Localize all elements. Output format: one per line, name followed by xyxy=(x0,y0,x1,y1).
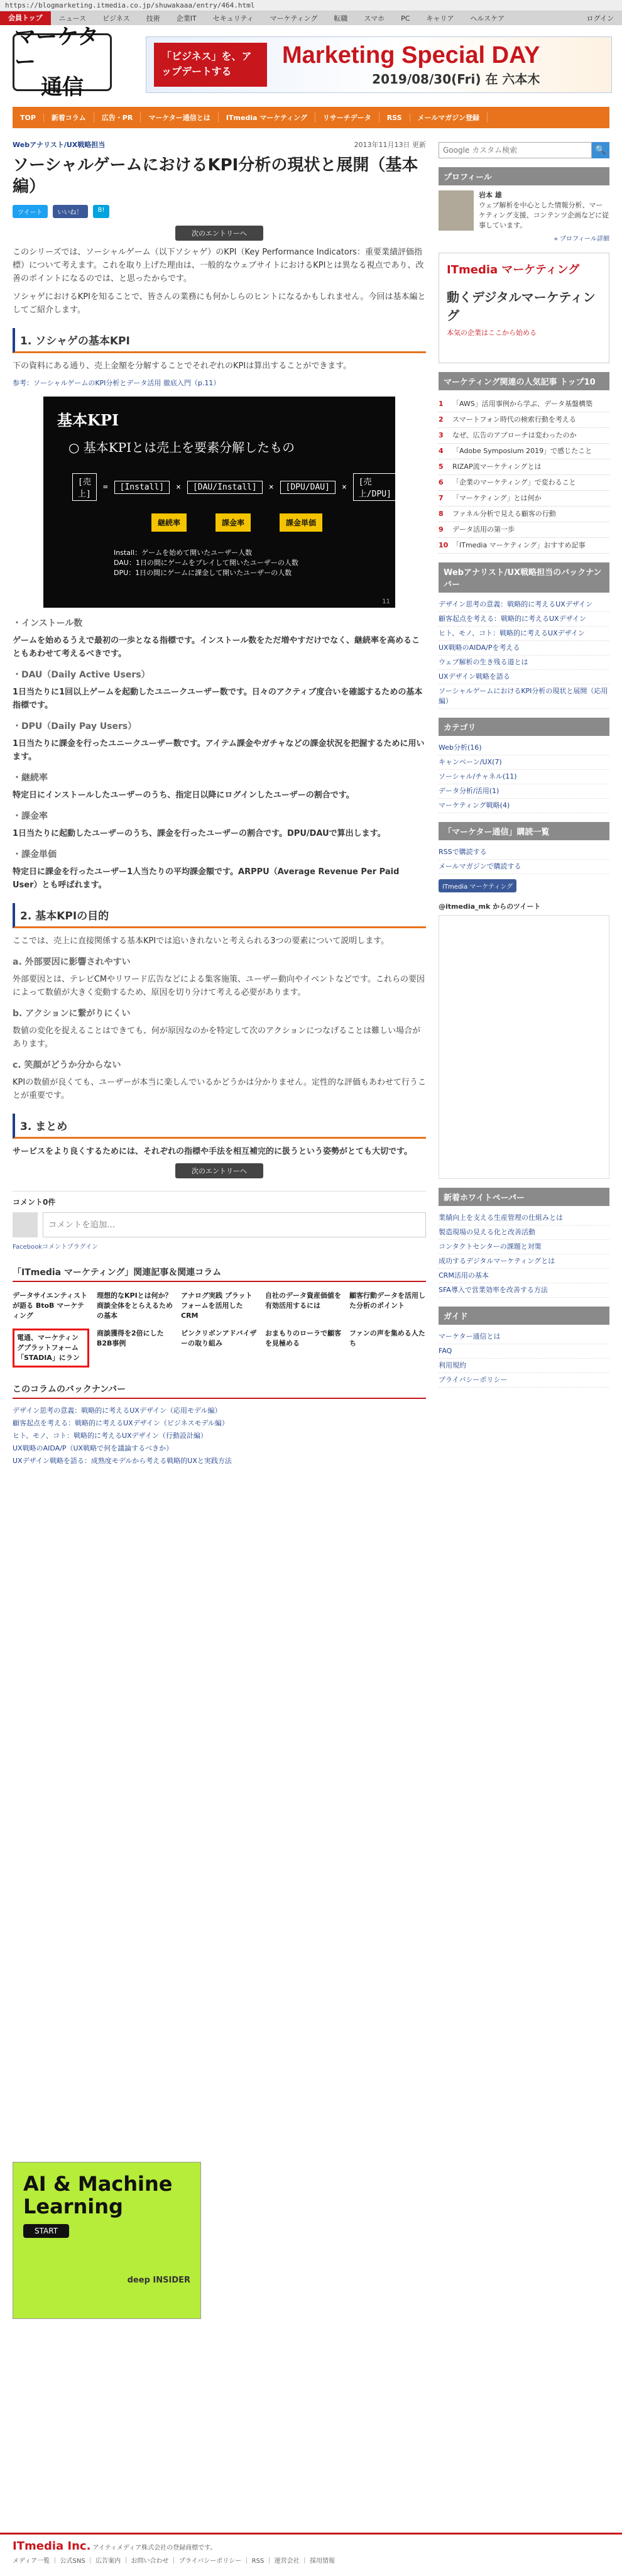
topnav-item[interactable]: セキュリティ xyxy=(212,14,254,23)
backnumber-list xyxy=(13,1404,426,1467)
login-link[interactable]: ログイン xyxy=(586,14,614,23)
side-list-item[interactable]: デザイン思考の意義：戦略的に考えるUXデザイン xyxy=(439,598,609,612)
whitepaper-heading: 新着ホワイトペーパー xyxy=(439,1188,609,1206)
formula-term: [売上/DPU] xyxy=(353,473,397,501)
tweet-button[interactable]: ツイート xyxy=(13,205,48,218)
formula-term: [Install] xyxy=(114,481,170,494)
slide-note: DAU：1日の間にゲームをプレイして開いたユーザーの人数 xyxy=(114,559,298,567)
ranking-item[interactable]: 4 「Adobe Symposium 2019」で感じたこと xyxy=(439,444,609,459)
whitepaper-item[interactable]: 業績向上を支える生産管理の仕組みとは xyxy=(439,1211,609,1225)
related-article[interactable]: 自社のデータ資産価値を有効活用するには xyxy=(265,1291,341,1310)
kpi-text: 1日当たりに起動したユーザーのうち、課金を行ったユーザーの割合です。DPU/DAUで算出します。 xyxy=(13,829,386,838)
mail-link[interactable]: メールマガジンで購読する xyxy=(439,860,609,874)
catnav-item[interactable]: 広告・PR xyxy=(94,112,141,123)
backnumber-side-list xyxy=(439,598,609,709)
ad-subtitle: 本気の企業はここから始める xyxy=(447,329,537,337)
footer-copy: アイティメディア株式会社の登録商標です。 xyxy=(92,2545,217,2551)
key-payrate: 課金率 xyxy=(216,513,251,532)
backnumber-item[interactable]: ヒト、モノ、コト：戦略的に考えるUXデザイン（行動設計編） xyxy=(13,1432,207,1440)
side-list-item[interactable]: ヒト、モノ、コト：戦略的に考えるUXデザイン xyxy=(439,627,609,641)
related-article[interactable]: データサイエンティストが語る BtoB マーケティング xyxy=(13,1291,87,1320)
logo-line-1: マーケター xyxy=(14,25,99,75)
category-item[interactable]: ソーシャル/チャネル(11) xyxy=(439,770,609,784)
profile-heading: プロフィール xyxy=(439,167,609,185)
category-item[interactable]: Web分析(16) xyxy=(439,741,609,755)
site-header xyxy=(0,25,622,99)
subsection-label: a. 外部要因に影響されやすい xyxy=(13,957,131,967)
catnav-item[interactable]: RSS xyxy=(379,114,410,122)
ranking-item[interactable]: 6 「企業のマーケティング」で変わること xyxy=(439,475,609,491)
section-body: サービスをより良くするためには、それぞれの指標や手法を相互補完的に扱うという姿勢がとても大切です。 xyxy=(13,1147,412,1156)
footer-ad-brand: deep INSIDER xyxy=(127,2276,190,2285)
facebook-comment-plugin[interactable]: Facebookコメントプラグイン xyxy=(13,1244,99,1251)
kpi-text: ゲームを始めるうえで最初の一歩となる指標です。インストール数をただ増やすだけでなく、継続率を高めることもあわせて考えるべきです。 xyxy=(13,636,420,659)
catnav-item[interactable]: メールマガジン登録 xyxy=(410,112,488,123)
guide-item[interactable]: マーケター通信とは xyxy=(439,1330,609,1344)
top-navigation xyxy=(0,11,622,25)
site-logo[interactable] xyxy=(13,25,112,100)
side-list-item[interactable]: UXデザイン戦略を語る xyxy=(439,670,609,684)
backnumber-title: このコラムのバックナンバー xyxy=(13,1380,426,1399)
ranking-item[interactable]: 5 RIZAP流マーケティングとは xyxy=(439,459,609,475)
browser-url[interactable]: https://blogmarketing.itmedia.co.jp/shuwakaaa/entry/464.html xyxy=(0,0,622,11)
formula-op: × xyxy=(176,482,181,492)
kpi-label: ・DPU（Daily Pay Users） xyxy=(13,721,137,732)
slide-formula xyxy=(72,473,391,501)
comment-section xyxy=(13,1191,426,1251)
facebook-page-box[interactable]: ITmedia マーケティング xyxy=(439,879,516,892)
formula-term: [売上] xyxy=(72,473,97,501)
social-follow xyxy=(439,879,609,892)
subsection-label: c. 笑顔がどうか分からない xyxy=(13,1060,121,1070)
related-article[interactable]: 理想的なKPIとは何か？ 商談全体をとらえるための基本 xyxy=(97,1291,173,1320)
related-article[interactable]: おまもりのローラで顧客を見極める xyxy=(265,1329,341,1347)
author-tag[interactable]: Webアナリスト/UX戦略担当 xyxy=(13,141,106,149)
hatena-bookmark-button[interactable]: B! xyxy=(93,205,110,218)
backnumber-side-heading: Webアナリスト/UX戦略担当のバックナンバー xyxy=(439,562,609,593)
slide-note: DPU：1日の間にゲームに課金して開いたユーザーの人数 xyxy=(114,569,292,577)
author-bio: ウェブ解析を中心とした情報分析、マーケティング支援、コンテンツ企画などに従事しています。 xyxy=(479,201,609,229)
search-input[interactable] xyxy=(439,142,592,158)
ranking-item[interactable]: 10 「ITmedia マーケティング」おすすめ記事 xyxy=(439,538,609,554)
related-articles-title: 「ITmedia マーケティング」関連記事＆関連コラム xyxy=(13,1263,426,1282)
guide-list xyxy=(439,1330,609,1388)
whitepaper-item[interactable]: コンタクトセンターの課題と対策 xyxy=(439,1240,609,1254)
ranking-item[interactable]: 9 データ活用の第一歩 xyxy=(439,522,609,538)
side-list-item[interactable]: UX戦略のAIDA/Pを考える xyxy=(439,641,609,655)
catnav-item[interactable]: 新着コラム xyxy=(44,112,94,123)
commenter-avatar xyxy=(13,1212,38,1237)
ranking-list xyxy=(439,397,609,554)
banner-date: 2019/08/30(Fri) 在 六本木 xyxy=(372,72,540,87)
topnav-item[interactable]: ビジネス xyxy=(102,14,130,23)
site-footer xyxy=(0,2533,622,2570)
category-item[interactable]: マーケティング戦略(4) xyxy=(439,799,609,813)
search-icon[interactable]: 🔍 xyxy=(592,142,609,158)
next-entry-button[interactable]: 次のエントリーへ xyxy=(175,226,263,241)
topnav-item[interactable]: 転職 xyxy=(334,14,348,23)
slide-note: Install：ゲームを始めて開いたユーザー人数 xyxy=(114,549,253,557)
kpi-label: ・課金単価 xyxy=(13,850,57,860)
search-box xyxy=(439,142,609,158)
topnav-item[interactable]: 技術 xyxy=(146,14,160,23)
backnumber-item[interactable]: UX戦略のAIDA/P（UX戦略で何を議論するべきか） xyxy=(13,1444,173,1452)
formula-term: [DAU/Install] xyxy=(187,481,263,494)
topnav-item-home[interactable]: 会員トップ xyxy=(0,11,51,25)
side-list-item[interactable]: 顧客起点を考える：戦略的に考えるUXデザイン xyxy=(439,612,609,627)
backnumber-item[interactable]: デザイン思考の意義：戦略的に考えるUXデザイン（応用モデル編） xyxy=(13,1406,222,1415)
facebook-like-button[interactable]: いいね！ xyxy=(53,205,88,218)
ranking-item[interactable]: 8 ファネル分析で見える顧客の行動 xyxy=(439,507,609,522)
guide-heading: ガイド xyxy=(439,1307,609,1325)
subsection-label: b. アクションに繋がりにくい xyxy=(13,1009,131,1019)
subsection-text: 外部要因とは、テレビCMやリワード広告などによる集客施策、ユーザー動向やイベントなどです。これらの要因によって数値が大きく変動するため、原因を切り分けて考える必要があります。 xyxy=(13,975,425,997)
article-main xyxy=(13,133,426,1467)
sidebar xyxy=(439,133,609,1393)
kpi-label: ・インストール数 xyxy=(13,618,83,628)
topnav-item[interactable]: スマホ xyxy=(364,14,385,23)
related-article[interactable]: 商談獲得を2倍にしたB2B事例 xyxy=(97,1329,164,1347)
topnav-item[interactable]: マーケティング xyxy=(270,14,318,23)
kpi-label: ・課金率 xyxy=(13,811,48,821)
key-retention: 継続率 xyxy=(151,513,187,532)
guide-item[interactable]: 利用規約 xyxy=(439,1359,609,1373)
ranking-item[interactable]: 7 「マーケティング」とは何か xyxy=(439,491,609,507)
ranking-heading: マーケティング関連の人気記事 トップ10 xyxy=(439,372,609,390)
related-article[interactable]: ファンの声を集める人たち xyxy=(349,1329,425,1347)
twitter-timeline[interactable] xyxy=(439,915,609,1179)
whitepaper-item[interactable]: 成功するデジタルマーケティングとは xyxy=(439,1254,609,1269)
category-heading: カテゴリ xyxy=(439,718,609,736)
section-heading: 1. ソシャゲの基本KPI xyxy=(13,328,426,353)
header-banner-ad[interactable] xyxy=(146,36,612,93)
kpi-label: ・DAU（Daily Active Users） xyxy=(13,670,150,680)
whitepaper-item[interactable]: 製造現場の見える化と改善活動 xyxy=(439,1225,609,1240)
whitepaper-list xyxy=(439,1211,609,1298)
topnav-item[interactable]: ニュース xyxy=(58,14,87,23)
subsection-text: KPIの数値が良くても、ユーザーが本当に楽しんでいるかどうかは分かりません。定性的な評価もあわせて行うことが重要です。 xyxy=(13,1078,426,1100)
slide-notes xyxy=(114,548,381,578)
kpi-text: 1日当たりに課金を行ったユニークユーザー数です。アイテム課金やガチャなどの課金状況を把握するために用います。 xyxy=(13,739,425,762)
footer-links[interactable]: メディア一覧 ｜ 公式SNS ｜ 広告案内 ｜ お問い合わせ ｜ プライバシーポリシー ｜ RSS ｜ 運営会社 ｜ 採用情報 xyxy=(13,2558,336,2565)
sidebar-ad[interactable] xyxy=(439,253,609,363)
comment-input[interactable] xyxy=(43,1212,426,1237)
rss-link[interactable]: RSSで購読する xyxy=(439,845,609,860)
author-name: 岩本 雄 xyxy=(479,191,502,199)
profile-more-link[interactable]: » プロフィール詳細 xyxy=(554,236,609,243)
guide-item[interactable]: FAQ xyxy=(439,1344,609,1359)
reference-link[interactable]: 参考：ソーシャルゲームのKPI分析とデータ活用 徹底入門（p.11） xyxy=(13,379,221,387)
related-article[interactable]: 顧客行動データを活用した分析のポイント xyxy=(349,1291,425,1310)
footer-ad-banner[interactable] xyxy=(13,2162,201,2319)
topnav-item[interactable]: 企業IT xyxy=(176,14,197,23)
side-list-item[interactable]: ウェブ解析の生き残る道とは xyxy=(439,655,609,670)
whitepaper-item[interactable]: SFA導入で営業効率を改善する方法 xyxy=(439,1283,609,1298)
comment-count: コメント0件 xyxy=(13,1198,56,1207)
related-article-highlighted[interactable]: 電通、マーケティングプラットフォーム「STADIA」にラン xyxy=(13,1329,89,1367)
backnumber-item[interactable]: 顧客起点を考える：戦略的に考えるUXデザイン（ビジネスモデル編） xyxy=(13,1419,229,1427)
topnav-item[interactable]: キャリア xyxy=(426,14,454,23)
kpi-text: 1日当たりに1回以上ゲームを起動したユニークユーザー数です。日々のアクティブ度合いを確認するための基本指標です。 xyxy=(13,688,423,710)
category-item[interactable]: データ分析/活用(1) xyxy=(439,784,609,799)
intro-paragraph: このシリーズでは、ソーシャルゲーム（以下ソシャゲ）のKPI（Key Performance Indicators：重要業績評価指標）について考えます。これを取り上げた理由は、一般的なウェブサイトにおけるKPIとは異なる視点であり、改善のポイントになるのでは、と思ったからです。 xyxy=(13,248,424,283)
article-title: ソーシャルゲームにおけるKPI分析の現状と展開（基本編） xyxy=(13,156,418,196)
footer-ad-start-button[interactable]: START xyxy=(23,2224,69,2238)
catnav-item[interactable]: リサーチデータ xyxy=(315,112,379,123)
next-entry-button[interactable]: 次のエントリーへ xyxy=(175,1163,263,1178)
category-navigation xyxy=(13,107,609,128)
subsection-text: 数値の変化を捉えることはできても、何が原因なのかを特定して次のアクションにつなげることは難しい場合があります。 xyxy=(13,1026,421,1049)
follow-list xyxy=(439,845,609,874)
kpi-text: 特定日に課金を行ったユーザー1人当たりの平均課金額です。ARPPU（Average Revenue Per Paid User）とも呼ばれます。 xyxy=(13,867,400,890)
slide-keys xyxy=(151,513,381,532)
formula-op: = xyxy=(102,482,108,492)
whitepaper-item[interactable]: CRM活用の基本 xyxy=(439,1269,609,1283)
section-body: 下の資料にある通り、売上金額を分解することでそれぞれのKPIは算出することができます。 xyxy=(13,361,352,371)
section-heading: 3. まとめ xyxy=(13,1114,426,1139)
catnav-item[interactable]: マーケター通信とは xyxy=(141,112,218,123)
ad-title: 動くデジタルマーケティング xyxy=(447,290,596,323)
kpi-slide-image xyxy=(43,397,395,608)
kpi-text: 特定日にインストールしたユーザーのうち、指定日以降にログインしたユーザーの割合です。 xyxy=(13,791,354,800)
tweets-heading[interactable]: @itmedia_mk からのツイート xyxy=(439,902,541,911)
ranking-item[interactable]: 2 スマートフォン時代の検索行動を考える xyxy=(439,412,609,428)
side-list-item[interactable]: ソーシャルゲームにおけるKPI分析の現状と展開（応用編） xyxy=(439,684,609,709)
topnav-item[interactable]: PC xyxy=(401,14,410,23)
footer-ad-title: AI & Machine Learning xyxy=(23,2172,173,2218)
ranking-item[interactable]: 3 なぜ、広告のアプローチは変わったのか xyxy=(439,428,609,444)
backnumber-item[interactable]: UXデザイン戦略を語る：成熟度モデルから考える戦略的UXと実践方法 xyxy=(13,1457,232,1465)
guide-item[interactable]: プライバシーポリシー xyxy=(439,1373,609,1388)
intro-paragraph: ソシャゲにおけるKPIを知ることで、皆さんの業務にも何かしらのヒントになるかもしれません。今回は基本編としてご紹介します。 xyxy=(13,292,426,315)
category-list xyxy=(439,741,609,813)
share-buttons xyxy=(13,205,426,218)
catnav-item[interactable]: ITmedia マーケティング xyxy=(219,112,315,123)
slide-bullet: ○ 基本KPIとは売上を要素分解したもの xyxy=(68,440,295,455)
section-heading: 2. 基本KPIの目的 xyxy=(13,903,426,928)
banner-tagline: 「ビジネス」を、アップデートする xyxy=(154,43,267,87)
author-avatar xyxy=(439,190,474,231)
formula-term: [DPU/DAU] xyxy=(280,481,336,494)
logo-line-2: 通信 xyxy=(41,75,84,100)
slide-title: 基本KPI xyxy=(57,411,119,429)
formula-op: × xyxy=(341,482,347,492)
kpi-label: ・継続率 xyxy=(13,773,48,783)
key-arppu: 課金単価 xyxy=(280,513,322,532)
catnav-item[interactable]: TOP xyxy=(13,114,44,122)
related-articles-grid xyxy=(13,1291,426,1367)
slide-page-number: 11 xyxy=(382,598,390,605)
formula-op: × xyxy=(268,482,274,492)
related-article[interactable]: ピンクリボンアドバイザーの取り組み xyxy=(181,1329,257,1347)
profile-box xyxy=(439,190,609,231)
article-date: 2013年11月13日 更新 xyxy=(354,141,426,149)
related-article[interactable]: アナログ実践 プラットフォームを活用したCRM xyxy=(181,1291,253,1320)
banner-title: Marketing Special DAY xyxy=(282,42,540,69)
footer-brand[interactable]: ITmedia Inc. xyxy=(13,2540,91,2553)
follow-heading: 「マーケター通信」購読一覧 xyxy=(439,822,609,840)
topnav-item[interactable]: ヘルスケア xyxy=(470,14,505,23)
ad-logo: ITmedia マーケティング xyxy=(447,263,580,277)
category-item[interactable]: キャンペーン/UX(7) xyxy=(439,755,609,770)
section-body: ここでは、売上に直接関係する基本KPIでは追いきれないと考えられる3つの要素について説明します。 xyxy=(13,936,390,946)
ranking-item[interactable]: 1 「AWS」活用事例から学ぶ、データ基盤構築 xyxy=(439,397,609,412)
